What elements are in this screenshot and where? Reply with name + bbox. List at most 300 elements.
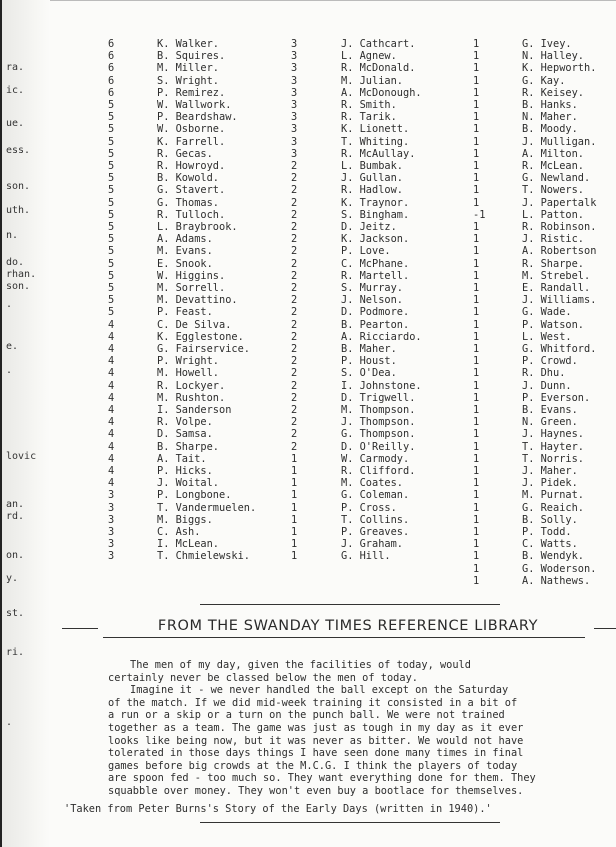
goal-count: 5 bbox=[108, 196, 115, 209]
player-name: M. Coates. bbox=[341, 477, 403, 490]
goal-count: 1 bbox=[473, 147, 480, 160]
player-name: K. Walker. bbox=[157, 38, 219, 50]
goal-count: 5 bbox=[108, 282, 115, 294]
goal-count: 6 bbox=[108, 50, 115, 63]
goal-count: 1 bbox=[473, 38, 480, 50]
player-name: R. Dhu. bbox=[522, 367, 566, 380]
goal-count: 3 bbox=[291, 50, 298, 63]
goal-count: 3 bbox=[291, 74, 298, 87]
player-name: R. Sharpe. bbox=[522, 257, 584, 270]
goal-count: 1 bbox=[473, 257, 480, 270]
player-name: J. Cathcart. bbox=[341, 38, 416, 50]
goal-count: 1 bbox=[473, 135, 480, 148]
player-name: M. Rushton. bbox=[157, 391, 226, 404]
player-name: N. Maher. bbox=[522, 111, 578, 124]
player-name: M. Thompson. bbox=[341, 404, 416, 416]
goal-count: 5 bbox=[108, 221, 115, 233]
goal-count: 2 bbox=[291, 440, 298, 453]
goal-count: 5 bbox=[108, 245, 115, 258]
player-name: R. Tulloch. bbox=[157, 208, 226, 221]
player-name: P. Todd. bbox=[522, 526, 572, 538]
player-name: G. Hill. bbox=[341, 550, 391, 563]
goal-count: 1 bbox=[473, 526, 480, 538]
player-name: B. Wendyk. bbox=[522, 550, 584, 563]
player-name: B. Moody. bbox=[522, 123, 578, 136]
article-line: of the match. If we did mid-week training it consisted in a bit of bbox=[108, 696, 518, 709]
player-name: T. Nowers. bbox=[522, 184, 584, 197]
margin-fragment: on. bbox=[6, 550, 25, 561]
article-line: Imagine it - we never handled the ball except on the Saturday bbox=[130, 684, 509, 697]
goal-count: 1 bbox=[473, 513, 480, 526]
goal-count: 5 bbox=[108, 135, 115, 148]
goal-count: 2 bbox=[291, 391, 298, 404]
goal-count: 3 bbox=[291, 38, 298, 50]
player-name: T. Collins. bbox=[341, 513, 410, 526]
goal-count: 3 bbox=[291, 86, 298, 99]
goal-count: 4 bbox=[108, 428, 115, 441]
article-line: games before big crowds at the M.C.G. I think the players of today bbox=[108, 759, 518, 772]
player-name: E. Randall. bbox=[522, 282, 591, 294]
goal-count: 1 bbox=[473, 245, 480, 258]
goal-count: 1 bbox=[473, 221, 480, 233]
margin-fragment: ic. bbox=[6, 85, 25, 96]
goal-count: 2 bbox=[291, 282, 298, 294]
player-name: J. Mulligan. bbox=[522, 135, 597, 148]
goal-count: 2 bbox=[291, 294, 298, 307]
margin-fragment: . bbox=[6, 717, 13, 728]
player-name: I. McLean. bbox=[157, 538, 219, 551]
player-name: G. Whitford. bbox=[522, 343, 597, 355]
article-line: The men of my day, given the facilities of today, would bbox=[130, 659, 471, 671]
player-name: L. Bumbak. bbox=[341, 160, 403, 172]
goal-count: 4 bbox=[108, 379, 115, 392]
player-name: P. Love. bbox=[341, 245, 391, 258]
player-name: J. Haynes. bbox=[522, 428, 584, 441]
goal-count: 6 bbox=[108, 74, 115, 87]
heading-dash-left bbox=[62, 628, 98, 629]
goal-count: -1 bbox=[473, 208, 486, 221]
player-name: A. Nathews. bbox=[522, 574, 591, 587]
goal-count: 1 bbox=[473, 123, 480, 136]
goal-count: 4 bbox=[108, 465, 115, 477]
player-name: J. Woital. bbox=[157, 477, 219, 490]
goal-count: 1 bbox=[291, 489, 298, 502]
goal-count: 2 bbox=[291, 343, 298, 355]
goal-count: 5 bbox=[108, 269, 115, 282]
attribution: 'Taken from Peter Burns's Story of the Early Days (written in 1940).' bbox=[64, 803, 492, 815]
player-name: R. Howroyd. bbox=[157, 160, 226, 172]
goal-count: 2 bbox=[291, 416, 298, 429]
player-name: B. Solly. bbox=[522, 513, 578, 526]
goal-count: 4 bbox=[108, 452, 115, 465]
goal-count: 1 bbox=[473, 233, 480, 246]
player-name: R. McAullay. bbox=[341, 147, 416, 160]
goal-count: 1 bbox=[473, 440, 480, 453]
heading-dash-right bbox=[594, 628, 616, 629]
section-heading: FROM THE SWANDAY TIMES REFERENCE LIBRARY bbox=[157, 618, 539, 634]
goal-count: 1 bbox=[473, 562, 480, 575]
player-name: P. Houst. bbox=[341, 355, 397, 368]
player-name: P. Wright. bbox=[157, 355, 219, 368]
section-divider-bottom bbox=[200, 822, 500, 823]
player-name: S. Bingham. bbox=[341, 208, 410, 221]
player-name: D. Podmore. bbox=[341, 306, 410, 319]
goal-count: 4 bbox=[108, 343, 115, 355]
goal-count: 1 bbox=[291, 452, 298, 465]
player-name: G. Coleman. bbox=[341, 489, 410, 502]
goal-count: 2 bbox=[291, 221, 298, 233]
player-name: G. Wade. bbox=[522, 306, 572, 319]
player-name: J. Papertalk bbox=[522, 196, 597, 209]
player-name: C. Watts. bbox=[522, 538, 578, 551]
article-line: squabble over money. They won't even buy a bootlace for themselves. bbox=[108, 785, 524, 797]
player-name: B. Maher. bbox=[341, 343, 397, 355]
goal-count: 1 bbox=[473, 74, 480, 87]
article-line: together as a team. The game was just as tough in my day as it ever bbox=[108, 722, 524, 734]
player-name: A. Ricciardo. bbox=[341, 330, 422, 343]
player-name: G. Thompson. bbox=[341, 428, 416, 441]
goal-count: 3 bbox=[291, 111, 298, 124]
player-name: R. Martell. bbox=[341, 269, 410, 282]
margin-fragment: st. bbox=[6, 608, 25, 619]
player-name: J. Pidek. bbox=[522, 477, 578, 490]
player-name: M. Howell. bbox=[157, 367, 219, 380]
player-name: G. Newland. bbox=[522, 172, 591, 185]
goal-count: 2 bbox=[291, 306, 298, 319]
margin-fragment: uth. bbox=[6, 205, 31, 216]
goal-count: 1 bbox=[473, 343, 480, 355]
goal-count: 4 bbox=[108, 404, 115, 416]
goal-count: 1 bbox=[473, 330, 480, 343]
player-name: L. Braybrook. bbox=[157, 221, 238, 233]
player-name: A. Robertson bbox=[522, 245, 597, 258]
goal-count: 5 bbox=[108, 111, 115, 124]
article-line: are spoon fed - too much so. They want everything done for them. They bbox=[108, 772, 536, 785]
goal-count: 1 bbox=[473, 294, 480, 307]
goal-count: 4 bbox=[108, 391, 115, 404]
player-name: D. Jeitz. bbox=[341, 221, 397, 233]
goal-count: 1 bbox=[473, 404, 480, 416]
goal-count: 3 bbox=[108, 550, 115, 563]
goal-count: 1 bbox=[473, 111, 480, 124]
goal-count: 4 bbox=[108, 367, 115, 380]
player-name: S. Wright. bbox=[157, 74, 219, 87]
goal-count: 1 bbox=[291, 526, 298, 538]
goal-count: 6 bbox=[108, 38, 115, 50]
goal-count: 2 bbox=[291, 196, 298, 209]
goal-count: 5 bbox=[108, 123, 115, 136]
player-name: J. Ristic. bbox=[522, 233, 584, 246]
player-name: T. Whiting. bbox=[341, 135, 410, 148]
goal-count: 2 bbox=[291, 233, 298, 246]
goal-count: 1 bbox=[473, 489, 480, 502]
player-name: M. Purnat. bbox=[522, 489, 584, 502]
goal-count: 2 bbox=[291, 404, 298, 416]
goal-count: 1 bbox=[473, 465, 480, 477]
goal-count: 2 bbox=[291, 245, 298, 258]
goal-count: 1 bbox=[473, 538, 480, 551]
margin-fragment: do. bbox=[6, 257, 25, 268]
goal-count: 2 bbox=[291, 379, 298, 392]
margin-fragment: lovic bbox=[6, 451, 37, 462]
player-name: G. Reaich. bbox=[522, 501, 584, 514]
margin-fragment: . bbox=[6, 299, 13, 310]
section-divider-top bbox=[200, 604, 500, 605]
player-name: C. De Silva. bbox=[157, 318, 232, 331]
goal-count: 1 bbox=[473, 172, 480, 185]
player-name: C. Ash. bbox=[157, 526, 201, 538]
player-name: I. Johnstone. bbox=[341, 379, 422, 392]
margin-fragment: son. bbox=[6, 281, 31, 292]
goal-count: 1 bbox=[473, 452, 480, 465]
goal-count: 1 bbox=[473, 428, 480, 441]
goal-count: 3 bbox=[108, 538, 115, 551]
goal-count: 1 bbox=[473, 306, 480, 319]
goal-count: 1 bbox=[473, 196, 480, 209]
goal-count: 3 bbox=[108, 501, 115, 514]
player-name: J. Thompson. bbox=[341, 416, 416, 429]
goal-count: 5 bbox=[108, 306, 115, 319]
player-name: P. Everson. bbox=[522, 391, 591, 404]
player-name: P. Beardshaw. bbox=[157, 111, 238, 124]
player-name: I. Sanderson bbox=[157, 404, 232, 416]
player-name: J. Gullan. bbox=[341, 172, 403, 185]
player-name: L. West. bbox=[522, 330, 572, 343]
player-name: M. Devattino. bbox=[157, 294, 238, 307]
player-name: G. Stavert. bbox=[157, 184, 226, 197]
goal-count: 5 bbox=[108, 257, 115, 270]
margin-fragment: ra. bbox=[6, 62, 25, 73]
player-name: N. Green. bbox=[522, 416, 578, 429]
player-name: C. McPhane. bbox=[341, 257, 410, 270]
goal-count: 3 bbox=[108, 513, 115, 526]
goal-count: 1 bbox=[473, 416, 480, 429]
player-name: P. Feast. bbox=[157, 306, 213, 319]
player-name: R. McDonald. bbox=[341, 62, 416, 75]
player-name: R. Smith. bbox=[341, 99, 397, 111]
goal-count: 1 bbox=[291, 550, 298, 563]
article-line: looks like being now, but it was never as bitter. We would not have bbox=[108, 734, 524, 747]
player-name: B. Kowold. bbox=[157, 172, 219, 185]
goal-count: 1 bbox=[473, 318, 480, 331]
margin-fragment: rhan. bbox=[6, 269, 37, 280]
player-name: P. Crowd. bbox=[522, 355, 578, 368]
player-name: M. Julian. bbox=[341, 74, 403, 87]
player-name: M. Miller. bbox=[157, 62, 219, 75]
player-name: P. Hicks. bbox=[157, 465, 213, 477]
goal-count: 6 bbox=[108, 86, 115, 99]
heading-underline bbox=[103, 637, 585, 638]
goal-count: 1 bbox=[291, 465, 298, 477]
goal-count: 2 bbox=[291, 318, 298, 331]
goal-count: 1 bbox=[473, 477, 480, 490]
player-name: M. Sorrell. bbox=[157, 282, 226, 294]
goal-count: 2 bbox=[291, 208, 298, 221]
goal-count: 1 bbox=[473, 501, 480, 514]
player-name: R. Lockyer. bbox=[157, 379, 226, 392]
goal-count: 3 bbox=[108, 489, 115, 502]
goal-count: 1 bbox=[473, 184, 480, 197]
goal-count: 2 bbox=[291, 428, 298, 441]
goal-count: 3 bbox=[291, 99, 298, 111]
player-name: A. Adams. bbox=[157, 233, 213, 246]
goal-count: 1 bbox=[473, 355, 480, 368]
goal-count: 4 bbox=[108, 330, 115, 343]
player-name: B. Squires. bbox=[157, 50, 226, 63]
margin-fragment: an. bbox=[6, 499, 25, 510]
player-name: G. Woderson. bbox=[522, 562, 597, 575]
goal-count: 2 bbox=[291, 257, 298, 270]
margin-fragment: ue. bbox=[6, 118, 25, 129]
goal-count: 4 bbox=[108, 416, 115, 429]
goal-count: 5 bbox=[108, 160, 115, 172]
goal-count: 3 bbox=[291, 62, 298, 75]
player-name: A. Milton. bbox=[522, 147, 584, 160]
player-name: R. Gecas. bbox=[157, 147, 213, 160]
top-rule bbox=[50, 0, 616, 1]
player-name: S. Murray. bbox=[341, 282, 403, 294]
player-name: G. Fairservice. bbox=[157, 343, 250, 355]
goal-count: 1 bbox=[291, 513, 298, 526]
player-name: A. Tait. bbox=[157, 452, 207, 465]
player-name: G. Thomas. bbox=[157, 196, 219, 209]
margin-fragment: son. bbox=[6, 181, 31, 192]
player-name: M. Strebel. bbox=[522, 269, 591, 282]
player-name: K. Egglestone. bbox=[157, 330, 244, 343]
player-name: W. Osborne. bbox=[157, 123, 226, 136]
goal-count: 1 bbox=[473, 86, 480, 99]
goal-count: 2 bbox=[291, 160, 298, 172]
player-name: L. Agnew. bbox=[341, 50, 397, 63]
goal-count: 1 bbox=[473, 282, 480, 294]
player-name: R. Hadlow. bbox=[341, 184, 403, 197]
goal-count: 4 bbox=[108, 440, 115, 453]
article-line: certainly never be classed below the men of today. bbox=[108, 671, 418, 684]
player-name: P. Watson. bbox=[522, 318, 584, 331]
goal-count: 4 bbox=[108, 477, 115, 490]
player-name: R. Keisey. bbox=[522, 86, 584, 99]
player-name: P. Cross. bbox=[341, 501, 397, 514]
article-line: a run or a skip or a turn on the punch ball. We were not trained bbox=[108, 709, 505, 722]
player-name: G. Kay. bbox=[522, 74, 566, 87]
goal-count: 1 bbox=[473, 367, 480, 380]
player-name: W. Carmody. bbox=[341, 452, 410, 465]
margin-fragment: n. bbox=[6, 230, 19, 241]
goal-count: 5 bbox=[108, 184, 115, 197]
player-name: K. Farrell. bbox=[157, 135, 226, 148]
margin-fragment: y. bbox=[6, 573, 19, 584]
goal-count: 1 bbox=[291, 501, 298, 514]
player-name: T. Hayter. bbox=[522, 440, 584, 453]
goal-count: 1 bbox=[291, 538, 298, 551]
margin-fragment: rd. bbox=[6, 511, 25, 522]
player-name: M. Evans. bbox=[157, 245, 213, 258]
player-name: R. Robinson. bbox=[522, 221, 597, 233]
player-name: J. Dunn. bbox=[522, 379, 572, 392]
player-name: P. Greaves. bbox=[341, 526, 410, 538]
player-name: T. Vandermuelen. bbox=[157, 501, 257, 514]
goal-count: 5 bbox=[108, 147, 115, 160]
goal-count: 1 bbox=[473, 379, 480, 392]
goal-count: 2 bbox=[291, 184, 298, 197]
player-name: T. Norris. bbox=[522, 452, 584, 465]
player-name: J. Graham. bbox=[341, 538, 403, 551]
goal-count: 3 bbox=[291, 147, 298, 160]
player-name: J. Williams. bbox=[522, 294, 597, 307]
goal-count: 2 bbox=[291, 355, 298, 368]
player-name: T. Chmielewski. bbox=[157, 550, 250, 563]
goal-count: 1 bbox=[473, 391, 480, 404]
goal-count: 2 bbox=[291, 269, 298, 282]
player-name: B. Evans. bbox=[522, 404, 578, 416]
player-name: R. McLean. bbox=[522, 160, 584, 172]
goal-count: 4 bbox=[108, 355, 115, 368]
player-name: K. Jackson. bbox=[341, 233, 410, 246]
goal-count: 3 bbox=[108, 526, 115, 538]
goal-count: 1 bbox=[473, 99, 480, 111]
player-name: L. Patton. bbox=[522, 208, 584, 221]
goal-count: 5 bbox=[108, 294, 115, 307]
article-line: tolerated in those days things I have seen done many times in final bbox=[108, 747, 524, 760]
goal-count: 5 bbox=[108, 208, 115, 221]
player-name: W. Higgins. bbox=[157, 269, 226, 282]
player-name: K. Traynor. bbox=[341, 196, 410, 209]
goal-count: 3 bbox=[291, 123, 298, 136]
goal-count: 3 bbox=[291, 135, 298, 148]
player-name: R. Volpe. bbox=[157, 416, 213, 429]
goal-count: 6 bbox=[108, 62, 115, 75]
player-name: K. Lionett. bbox=[341, 123, 410, 136]
player-name: B. Hanks. bbox=[522, 99, 578, 111]
margin-fragment: . bbox=[6, 365, 13, 376]
goal-count: 1 bbox=[473, 62, 480, 75]
player-name: B. Sharpe. bbox=[157, 440, 219, 453]
goal-count: 1 bbox=[473, 574, 480, 587]
player-name: D. O'Reilly. bbox=[341, 440, 416, 453]
player-name: G. Ivey. bbox=[522, 38, 572, 50]
goal-count: 1 bbox=[473, 269, 480, 282]
player-name: D. Samsa. bbox=[157, 428, 213, 441]
player-name: M. Biggs. bbox=[157, 513, 213, 526]
player-name: N. Halley. bbox=[522, 50, 584, 63]
player-name: A. McDonough. bbox=[341, 86, 422, 99]
player-name: R. Tarik. bbox=[341, 111, 397, 124]
margin-fragment: e. bbox=[6, 341, 19, 352]
player-name: P. Remirez. bbox=[157, 86, 226, 99]
player-name: D. Trigwell. bbox=[341, 391, 416, 404]
player-name: W. Wallwork. bbox=[157, 99, 232, 111]
goal-count: 5 bbox=[108, 172, 115, 185]
goal-count: 2 bbox=[291, 330, 298, 343]
player-name: R. Clifford. bbox=[341, 465, 416, 477]
player-name: J. Maher. bbox=[522, 465, 578, 477]
player-name: K. Hepworth. bbox=[522, 62, 597, 75]
margin-fragment: ess. bbox=[6, 145, 31, 156]
player-name: S. O'Dea. bbox=[341, 367, 397, 380]
player-name: P. Longbone. bbox=[157, 489, 232, 502]
goal-count: 1 bbox=[473, 160, 480, 172]
goal-count: 1 bbox=[473, 50, 480, 63]
player-name: E. Snook. bbox=[157, 257, 213, 270]
goal-count: 2 bbox=[291, 367, 298, 380]
goal-count: 1 bbox=[473, 550, 480, 563]
goal-count: 5 bbox=[108, 233, 115, 246]
goal-count: 5 bbox=[108, 99, 115, 111]
goal-count: 2 bbox=[291, 172, 298, 185]
goal-count: 1 bbox=[291, 477, 298, 490]
margin-fragment: ri. bbox=[6, 647, 25, 658]
player-name: B. Pearton. bbox=[341, 318, 410, 331]
